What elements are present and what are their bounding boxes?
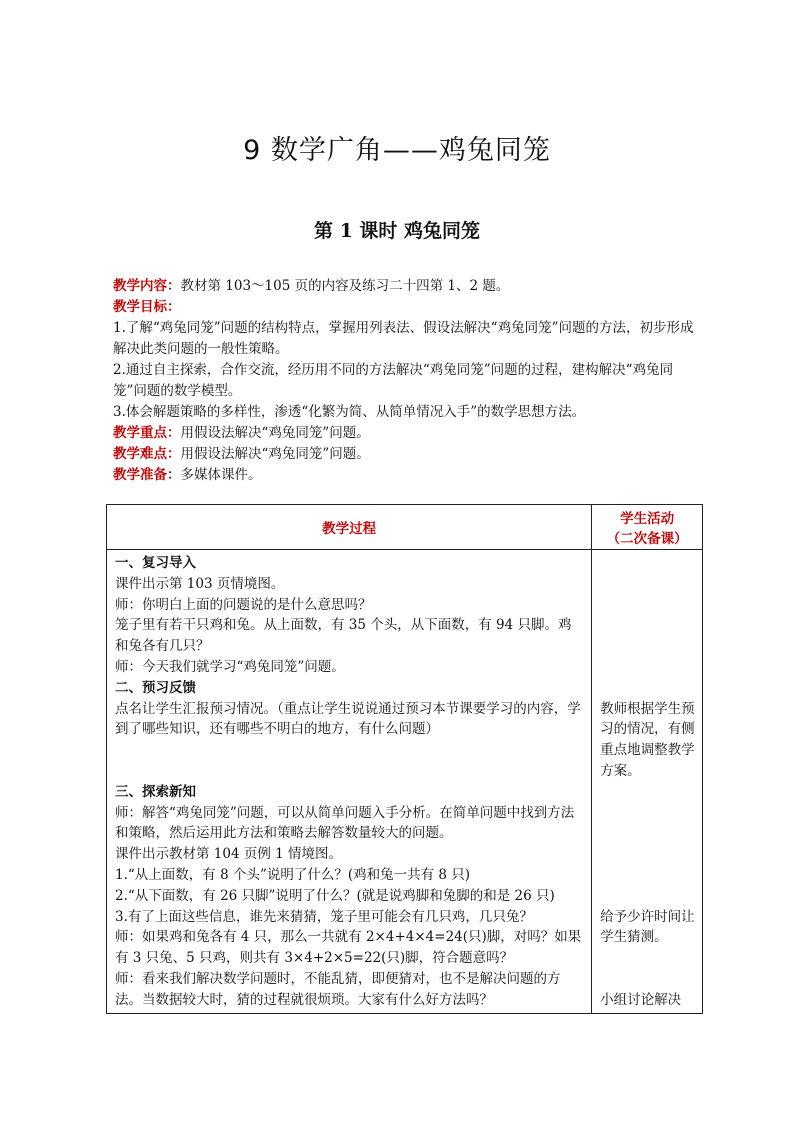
blank-line	[600, 553, 696, 574]
blank-line	[600, 615, 696, 636]
teaching-prep-label: 教学准备：	[113, 467, 181, 483]
section-title-explore: 三、探索新知	[115, 783, 196, 800]
blank-line	[600, 823, 696, 844]
activity-header-line-2: （二次备课）	[606, 531, 688, 547]
teaching-key	[113, 423, 703, 444]
lesson-process-table	[106, 504, 703, 1014]
table-body-row	[107, 550, 703, 1014]
teaching-difficulty-label: 教学难点：	[113, 446, 181, 462]
blank-line	[600, 969, 696, 990]
teaching-content	[113, 276, 703, 297]
blank-line	[600, 886, 696, 907]
activity-note-3: 小组讨论解决	[600, 991, 682, 1008]
teaching-difficulty-text: 用假设法解决“鸡兔同笼”问题。	[180, 446, 370, 462]
teaching-goal-1: 1.了解“鸡兔同笼”问题的结构特点，掌握用列表法、假设法解决“鸡兔同笼”问题的方法，初步形成解决此类问题的一般性策略。	[113, 320, 694, 357]
blank-line	[600, 678, 696, 699]
blank-line	[600, 844, 696, 865]
teaching-prep-text: 多媒体课件。	[180, 467, 262, 483]
activity-note-1: 教师根据学生预习的情况，有侧重点地调整教学方案。	[600, 700, 695, 779]
teaching-goals-label: 教学目标：	[113, 299, 181, 315]
blank-line	[600, 803, 696, 824]
activity-header-line-1: 学生活动	[620, 511, 675, 527]
teaching-key-text: 用假设法解决“鸡兔同笼”问题。	[180, 425, 370, 441]
lesson-meta	[113, 276, 703, 486]
blank-line	[600, 782, 696, 803]
review-line-1: 课件出示第 103 页情境图。	[115, 575, 285, 592]
teaching-goal-3: 3.体会解题策略的多样性，渗透“化繁为简、从简单情况入手”的数学思想方法。	[113, 404, 586, 420]
blank-line	[115, 740, 583, 761]
process-column-header: 教学过程	[107, 505, 592, 550]
blank-line	[600, 636, 696, 657]
page-title: 9 数学广角——鸡兔同笼	[243, 135, 551, 166]
blank-line	[600, 865, 696, 886]
activity-column-header	[592, 505, 703, 550]
teaching-goal-2: 2.通过自主探索，合作交流，经历用不同的方法解决“鸡兔同笼”问题的过程，建构解决“鸡兔同笼”问题的数学模型。	[113, 362, 674, 399]
process-cell	[107, 550, 592, 1014]
teaching-prep	[113, 465, 703, 486]
blank-line	[600, 948, 696, 969]
explore-line-3: 1.“从上面数，有 8 个头”说明了什么？(鸡和兔一共有 8 只)	[115, 866, 471, 883]
review-line-3: 笼子里有若干只鸡和兔。从上面数，有 35 个头，从下面数，有 94 只脚。鸡和兔各有几只？	[115, 617, 572, 655]
blank-line	[600, 595, 696, 616]
teaching-content-text: 教材第 103～105 页的内容及练习二十四第 1、2 题。	[180, 278, 510, 294]
explore-line-5: 3.有了上面这些信息，谁先来猜猜，笼子里可能会有几只鸡，几只兔？	[115, 908, 533, 925]
teaching-key-label: 教学重点：	[113, 425, 181, 441]
teaching-difficulty	[113, 444, 703, 465]
section-title-preview: 二、预习反馈	[115, 679, 196, 696]
section-title-review: 一、复习导入	[115, 555, 196, 571]
preview-line-1: 点名让学生汇报预习情况。（重点让学生说说通过预习本节课要学习的内容，学到了哪些知识，还有哪些不明白的地方，有什么问题）	[115, 700, 581, 738]
activity-note-2: 给予少许时间让学生猜测。	[600, 908, 695, 946]
blank-line	[600, 574, 696, 595]
lesson-subtitle: 第 1 课时 鸡兔同笼	[313, 220, 481, 242]
explore-line-4: 2.“从下面数，有 26 只脚”说明了什么？(就是说鸡脚和兔脚的和是 26 只)	[115, 887, 555, 904]
explore-line-7: 师：看来我们解决数学问题时，不能乱猜，即便猜对，也不是解决问题的方法。当数据较大时，猜的过程就很烦琐。大家有什么好方法吗？	[115, 970, 561, 1008]
review-line-4: 师：今天我们就学习“鸡兔同笼”问题。	[115, 658, 345, 675]
teaching-goals-heading	[113, 297, 703, 318]
table-header-row	[107, 505, 703, 550]
blank-line	[600, 657, 696, 678]
review-line-2: 师：你明白上面的问题说的是什么意思吗？	[115, 596, 372, 613]
blank-line	[115, 761, 583, 782]
explore-line-2: 课件出示教材第 104 页例 1 情境图。	[115, 846, 343, 863]
explore-line-6: 师：如果鸡和兔各有 4 只，那么一共就有 2×4+4×4=24(只)脚，对吗？如果有 3 只兔、5 只鸡，则共有 3×4+2×5=22(只)脚，符合题意吗？	[115, 929, 582, 967]
teaching-content-label: 教学内容：	[113, 278, 181, 294]
explore-line-1: 师：解答“鸡兔同笼”问题，可以从简单问题入手分析。在简单问题中找到方法和策略，然后运用此方法和策略去解答数量较大的问题。	[115, 804, 575, 842]
activity-cell	[592, 550, 703, 1014]
